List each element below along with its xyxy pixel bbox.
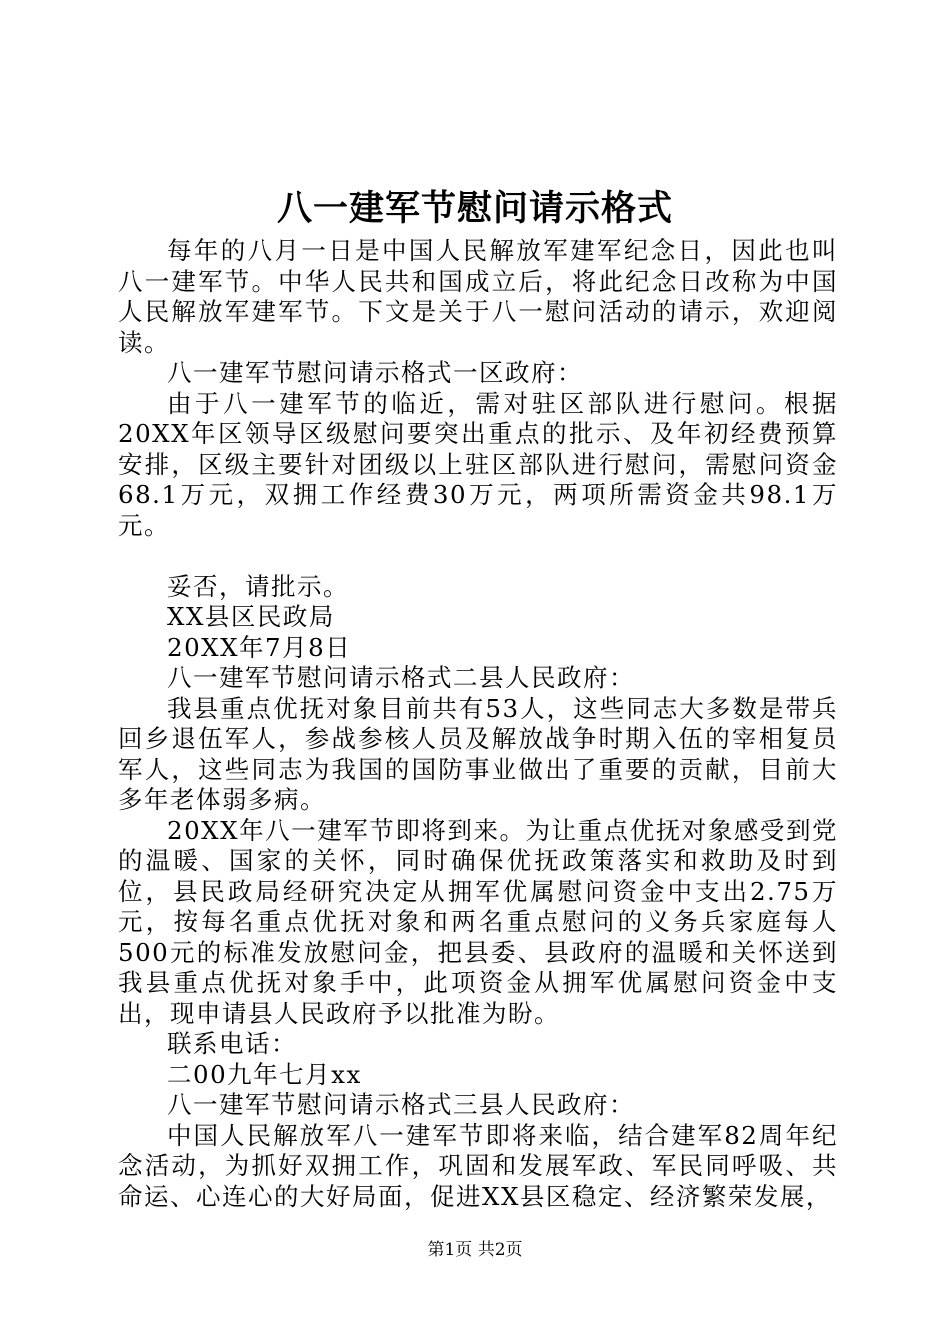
paragraph-format-one-heading: 八一建军节慰问请示格式一区政府： xyxy=(167,358,583,387)
paragraph-signature-office: XX县区民政局 xyxy=(167,602,335,631)
paragraph-intro: 每年的八月一日是中国人民解放军建军纪念日，因此也叫八一建军节。中华人民共和国成立后，将此纪念日改称为中国人民解放军建军节。下文是关于八一慰问活动的请示，欢迎阅读。 xyxy=(118,236,838,357)
paragraph-format-two-body-2: 20XX年八一建军节即将到来。为让重点优抚对象感受到党的温暖、国家的关怀，同时确保优抚政策落实和救助及时到位，县民政局经研究决定从拥军优属慰问资金中支出2.75万元，按每名重点优抚对象和两名重点慰问的义务兵家庭每人500元的标准发放慰问金，把县委、县政府的温暖和关怀送到我县重点优抚对象手中，此项资金从拥军优属慰问资金中支出，现申请县人民政府予以批准为盼。 xyxy=(118,815,838,1028)
paragraph-format-two-date: 二00九年七月xx xyxy=(167,1059,362,1089)
paragraph-format-two-body-1: 我县重点优抚对象目前共有53人，这些同志大多数是带兵回乡退伍军人，参战参核人员及解放战争时期入伍的宰相复员军人，这些同志为我国的国防事业做出了重要的贡献，目前大多年老体弱多病。 xyxy=(118,693,838,814)
document-body xyxy=(118,236,838,1212)
paragraph-format-two-heading: 八一建军节慰问请示格式二县人民政府： xyxy=(167,663,635,692)
paragraph-format-three-body: 中国人民解放军八一建军节即将来临，结合建军82周年纪念活动，为抓好双拥工作，巩固和发展军政、军民同呼吸、共命运、心连心的大好局面，促进XX县区稳定、经济繁荣发展， xyxy=(118,1120,838,1211)
paragraph-signature-date: 20XX年7月8日 xyxy=(167,632,352,662)
paragraph-approval-request: 妥否，请批示。 xyxy=(167,571,349,601)
paragraph-format-one-body: 由于八一建军节的临近，需对驻区部队进行慰问。根据20XX年区领导区级慰问要突出重点的批示、及年初经费预算安排，区级主要针对团级以上驻区部队进行慰问，需慰问资金68.1万元，双拥工作经费30万元，两项所需资金共98.1万元。 xyxy=(118,388,838,540)
page-number-footer: 第1页 共2页 xyxy=(427,1240,523,1260)
document-title: 八一建军节慰问请示格式 xyxy=(276,188,673,229)
paragraph-format-three-heading: 八一建军节慰问请示格式三县人民政府： xyxy=(167,1090,635,1119)
paragraph-contact-phone: 联系电话： xyxy=(167,1029,297,1058)
